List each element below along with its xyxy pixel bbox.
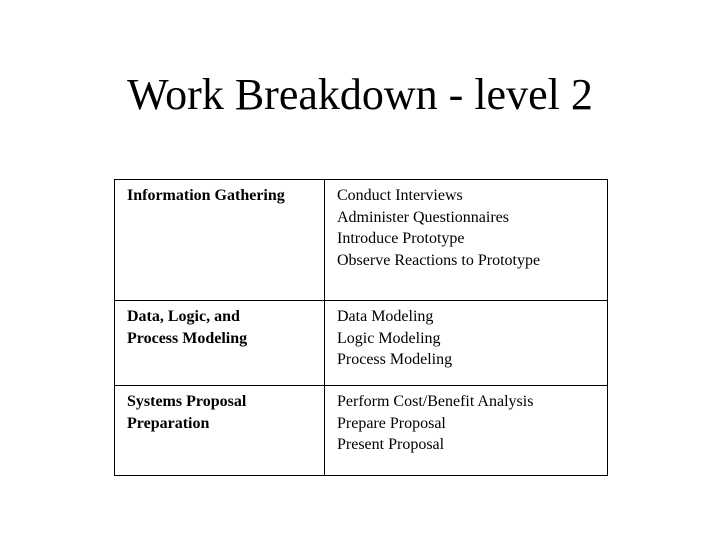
slide-title: Work Breakdown - level 2 xyxy=(127,70,593,119)
phase-cell xyxy=(115,386,325,476)
phase-label: Data, Logic, and Process Modeling xyxy=(127,308,248,347)
phase-cell xyxy=(115,301,325,386)
table-row xyxy=(115,180,608,301)
tasks-cell xyxy=(325,301,608,386)
phase-cell xyxy=(115,180,325,301)
task-item: Present Proposal xyxy=(337,436,445,453)
task-item: Conduct Interviews xyxy=(337,187,463,204)
task-item: Administer Questionnaires xyxy=(337,208,509,226)
phase-label: Information Gathering xyxy=(127,187,285,204)
task-item: Introduce Prototype xyxy=(337,230,465,247)
task-item: Process Modeling xyxy=(337,351,453,368)
task-item: Perform Cost/Benefit Analysis xyxy=(337,393,534,410)
task-item: Logic Modeling xyxy=(337,329,441,347)
task-item: Data Modeling xyxy=(337,308,434,325)
tasks-cell xyxy=(325,180,608,301)
task-item: Prepare Proposal xyxy=(337,414,446,432)
tasks-cell xyxy=(325,386,608,476)
table-row xyxy=(115,386,608,476)
phase-label: Systems Proposal Preparation xyxy=(127,393,247,432)
table-row xyxy=(115,301,608,386)
task-item: Observe Reactions to Prototype xyxy=(337,251,541,269)
work-breakdown-table xyxy=(114,179,608,476)
